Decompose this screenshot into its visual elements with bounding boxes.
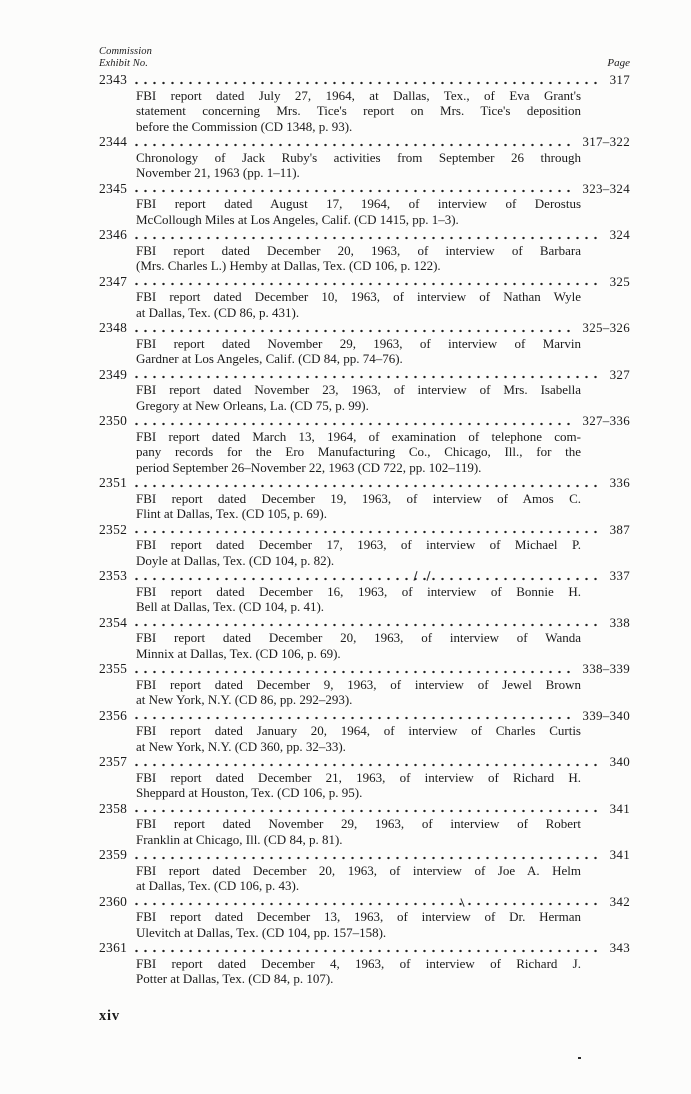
entry-description <box>136 816 581 847</box>
entry-description <box>136 537 581 568</box>
description-line: FBI report dated December 16, 1963, of interview of Bonnie H. <box>136 583 581 599</box>
description-line: Gardner at Los Angeles, Calif. (CD 84, pp. 74–76). <box>136 351 403 366</box>
exhibit-number: 2348 <box>99 320 128 335</box>
toc-entry <box>99 134 630 181</box>
entry-head <box>99 661 630 677</box>
toc-entry <box>99 367 630 414</box>
exhibit-number: 2355 <box>99 661 128 676</box>
description-line: Flint at Dallas, Tex. (CD 105, p. 69). <box>136 506 327 521</box>
dot-leader <box>132 328 574 334</box>
exhibit-number: 2353 <box>99 568 128 583</box>
description-line: at New York, N.Y. (CD 360, pp. 32–33). <box>136 738 346 754</box>
entry-head <box>99 754 630 770</box>
description-line: FBI report dated December 13, 1963, of interview of Dr. Herman <box>136 909 581 924</box>
description-line: FBI report dated August 17, 1964, of interview of Derostus <box>136 196 581 211</box>
description-line: Gregory at New Orleans, La. (CD 75, p. 99). <box>136 397 369 413</box>
toc-entry <box>99 274 630 321</box>
toc-entry <box>99 754 630 801</box>
page-number: 338 <box>609 614 630 630</box>
exhibit-number: 2347 <box>99 273 128 289</box>
exhibit-number: 2360 <box>99 893 128 909</box>
entry-description <box>136 88 581 135</box>
entry-head <box>99 367 630 383</box>
description-line: FBI report dated December 21, 1963, of interview of Richard H. <box>136 769 581 785</box>
dot-leader <box>132 235 601 241</box>
description-line: McCollough Miles at Los Angeles, Calif. (CD 1415, pp. 1–3). <box>136 211 459 227</box>
toc-entry <box>99 72 630 134</box>
page-number: 342 <box>609 893 630 909</box>
dot-leader <box>132 281 601 287</box>
column-header-exhibit-line2: Exhibit No. <box>99 57 148 69</box>
toc-entry <box>99 847 630 894</box>
exhibit-number: 2349 <box>99 366 128 382</box>
entry-head <box>99 320 630 336</box>
scan-artifact <box>578 1057 581 1059</box>
description-line: Sheppard at Houston, Tex. (CD 106, p. 95). <box>136 785 363 800</box>
toc-entry <box>99 568 630 615</box>
description-line: FBI report dated December 17, 1963, of interview of Michael P. <box>136 537 581 552</box>
entry-description <box>136 491 581 522</box>
description-line: pany records for the Ero Manufacturing Co., Chicago, Ill., for the <box>136 444 581 459</box>
entry-head <box>99 274 630 290</box>
exhibit-number: 2346 <box>99 227 128 242</box>
entry-description <box>136 630 581 661</box>
dot-leader <box>132 715 574 721</box>
page-number: 324 <box>609 227 630 242</box>
description-line: FBI report dated January 20, 1964, of interview of Charles Curtis <box>136 723 581 738</box>
page-number: 317 <box>609 72 630 87</box>
toc-entry <box>99 413 630 475</box>
toc-entry <box>99 320 630 367</box>
entry-head <box>99 568 630 584</box>
page-number: 327–336 <box>582 413 630 428</box>
exhibit-number: 2359 <box>99 847 128 862</box>
exhibit-entry-list <box>99 72 630 987</box>
page-number: 340 <box>609 754 630 769</box>
description-line: FBI report dated November 29, 1963, of interview of Marvin <box>136 335 581 351</box>
toc-entry <box>99 227 630 274</box>
page-number: 339–340 <box>582 707 630 723</box>
dot-leader <box>132 622 601 628</box>
entry-head <box>99 615 630 631</box>
exhibit-number: 2344 <box>99 134 128 149</box>
toc-entry <box>99 615 630 662</box>
description-line: FBI report dated December 19, 1963, of interview of Amos C. <box>136 490 581 506</box>
description-line: period September 26–November 22, 1963 (CD 722, pp. 102–119). <box>136 459 482 475</box>
entry-description <box>136 770 581 801</box>
entry-description <box>136 196 581 227</box>
description-line: FBI report dated November 29, 1963, of interview of Robert <box>136 816 581 831</box>
index-content <box>99 46 630 987</box>
description-line: Minnix at Dallas, Tex. (CD 106, p. 69). <box>136 645 341 661</box>
toc-entry <box>99 894 630 941</box>
entry-head <box>99 894 630 910</box>
exhibit-number: 2356 <box>99 707 128 723</box>
entry-description <box>136 289 581 320</box>
entry-description <box>136 584 581 615</box>
dot-leader <box>132 529 601 535</box>
description-line: (Mrs. Charles L.) Hemby at Dallas, Tex. (CD 106, p. 122). <box>136 258 441 273</box>
page-number: 323–324 <box>582 180 630 196</box>
entry-head <box>99 708 630 724</box>
description-line: at New York, N.Y. (CD 86, pp. 292–293). <box>136 692 353 707</box>
entry-description <box>136 956 581 987</box>
description-line: statement concerning Mrs. Tice's report on Mrs. Tice's deposition <box>136 103 581 118</box>
dot-leader <box>132 142 574 148</box>
description-line: November 21, 1963 (pp. 1–11). <box>136 165 300 180</box>
entry-head <box>99 227 630 243</box>
entry-head <box>99 847 630 863</box>
dot-leader <box>132 808 601 814</box>
description-line: Potter at Dallas, Tex. (CD 84, p. 107). <box>136 971 334 986</box>
description-line: Bell at Dallas, Tex. (CD 104, p. 41). <box>136 599 325 614</box>
dot-leader <box>132 421 574 427</box>
description-line: FBI report dated December 9, 1963, of interview of Jewel Brown <box>136 676 581 692</box>
dot-leader <box>132 483 601 489</box>
entry-head <box>99 475 630 491</box>
dot-leader <box>132 669 574 675</box>
description-line: at Dallas, Tex. (CD 106, p. 43). <box>136 878 300 893</box>
exhibit-number: 2350 <box>99 413 128 428</box>
folio-page-number: xiv <box>99 1008 120 1024</box>
dot-leader <box>132 576 601 582</box>
page-number: 338–339 <box>582 661 630 676</box>
entry-description <box>136 382 581 413</box>
description-line: FBI report dated December 4, 1963, of interview of Richard J. <box>136 955 581 971</box>
description-line: FBI report dated December 10, 1963, of interview of Nathan Wyle <box>136 289 581 304</box>
page-number: 327 <box>609 366 630 382</box>
entry-description <box>136 243 581 274</box>
toc-entry <box>99 940 630 987</box>
page-number: 337 <box>609 568 630 583</box>
dot-leader <box>132 188 574 194</box>
entry-description <box>136 909 581 940</box>
column-headers <box>99 46 630 69</box>
description-line: before the Commission (CD 1348, p. 93). <box>136 118 353 134</box>
entry-head <box>99 801 630 817</box>
entry-description <box>136 677 581 708</box>
dot-leader <box>132 901 601 907</box>
toc-entry <box>99 801 630 848</box>
exhibit-number: 2354 <box>99 614 128 630</box>
exhibit-number: 2361 <box>99 940 128 955</box>
entry-head <box>99 72 630 88</box>
page-number: 317–322 <box>582 134 630 149</box>
description-line: FBI report dated November 23, 1963, of interview of Mrs. Isabella <box>136 382 581 397</box>
entry-head <box>99 940 630 956</box>
page-number: 343 <box>609 940 630 955</box>
entry-head <box>99 134 630 150</box>
page-number: 336 <box>609 475 630 490</box>
description-line: FBI report dated July 27, 1964, at Dallas, Tex., of Eva Grant's <box>136 87 581 103</box>
entry-head <box>99 181 630 197</box>
exhibit-number: 2352 <box>99 521 128 537</box>
description-line: FBI report dated March 13, 1964, of examination of telephone com- <box>136 428 581 444</box>
exhibit-number: 2351 <box>99 475 128 490</box>
entry-head <box>99 413 630 429</box>
description-line: Chronology of Jack Ruby's activities from September 26 through <box>136 149 581 165</box>
page-number: 341 <box>609 800 630 816</box>
entry-description <box>136 723 581 754</box>
page-number: 341 <box>609 847 630 862</box>
toc-entry <box>99 708 630 755</box>
entry-description <box>136 863 581 894</box>
entry-description <box>136 336 581 367</box>
description-line: FBI report dated December 20, 1963, of interview of Joe A. Helm <box>136 862 581 878</box>
description-line: FBI report dated December 20, 1963, of interview of Barbara <box>136 242 581 258</box>
dot-leader <box>132 374 601 380</box>
toc-entry <box>99 522 630 569</box>
exhibit-number: 2343 <box>99 72 128 87</box>
exhibit-number: 2358 <box>99 800 128 816</box>
dot-leader <box>132 762 601 768</box>
page-number: 325–326 <box>582 320 630 335</box>
column-header-page: Page <box>607 56 630 69</box>
dot-leader <box>132 855 601 861</box>
description-line: Franklin at Chicago, Ill. (CD 84, p. 81). <box>136 831 343 847</box>
column-header-exhibit-line1: Commission <box>99 46 152 57</box>
toc-entry <box>99 661 630 708</box>
page-number: 387 <box>609 521 630 537</box>
description-line: FBI report dated December 20, 1963, of interview of Wanda <box>136 630 581 645</box>
toc-entry <box>99 475 630 522</box>
column-header-exhibit <box>99 46 152 69</box>
dot-leader <box>132 80 601 86</box>
description-line: Ulevitch at Dallas, Tex. (CD 104, pp. 157–158). <box>136 924 387 940</box>
entry-description <box>136 150 581 181</box>
entry-head <box>99 522 630 538</box>
page-number: 325 <box>609 273 630 289</box>
description-line: Doyle at Dallas, Tex. (CD 104, p. 82). <box>136 552 335 568</box>
toc-entry <box>99 181 630 228</box>
exhibit-number: 2345 <box>99 180 128 196</box>
exhibit-number: 2357 <box>99 754 128 769</box>
entry-description <box>136 429 581 476</box>
description-line: at Dallas, Tex. (CD 86, p. 431). <box>136 304 300 320</box>
dot-leader <box>132 948 601 954</box>
